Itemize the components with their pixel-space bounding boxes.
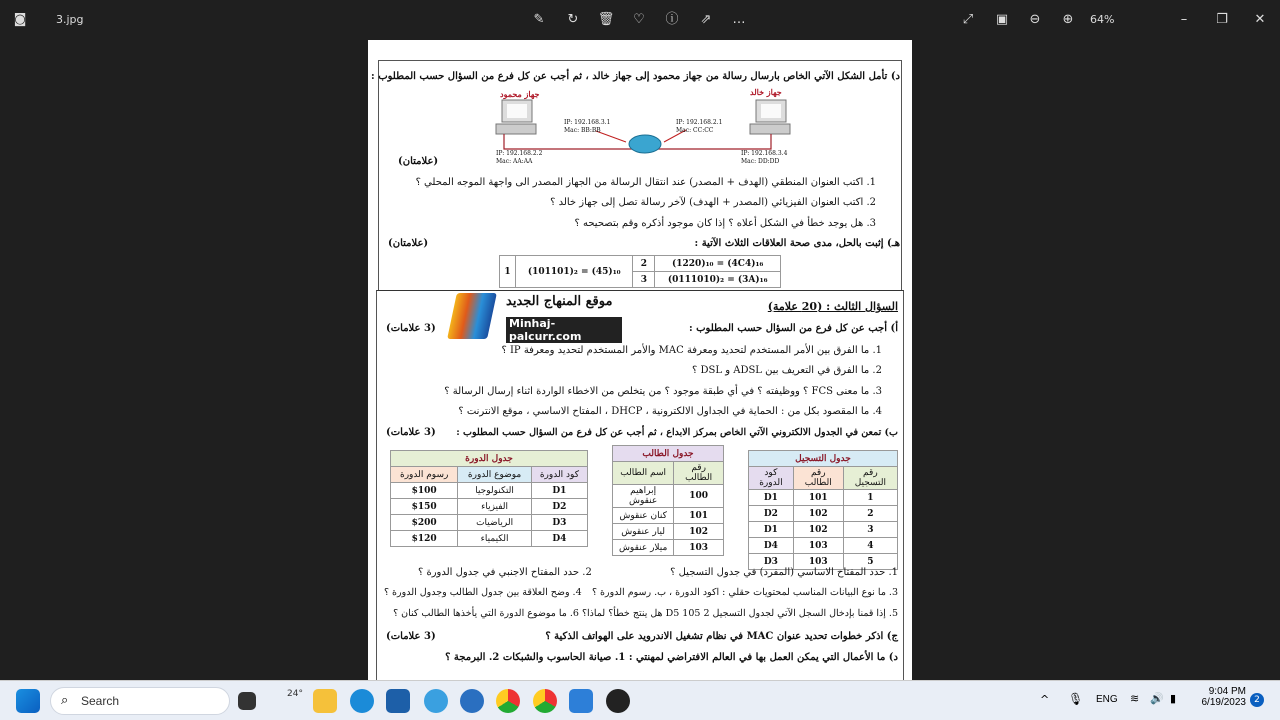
computer-icon — [496, 100, 536, 134]
question-item: 1. حدد المفتاح الاساسي (المفرد) في جدول التسجيل ؟ — [670, 567, 898, 578]
zoom-level[interactable]: 64% — [1090, 13, 1115, 26]
question-item: 3. هل يوجد خطأ في الشكل أعلاه ؟ إذا كان موجود أذكره وقم بتصحيحه ؟ — [574, 218, 876, 229]
trash-icon[interactable]: 🗑 — [597, 12, 615, 27]
volume-icon[interactable]: 🔊 — [1150, 692, 1164, 705]
microphone-icon[interactable]: 🎙 — [1068, 692, 1084, 706]
question-item: 2. حدد المفتاح الاجنبي في جدول الدورة ؟ — [418, 567, 592, 578]
question-c-title: ج) اذكر خطوات تحديد عنوان MAC في نظام تشغيل الاندرويد على الهواتف الذكية ؟ — [545, 631, 898, 642]
section-title: السؤال الثالث : (20 علامة) — [767, 300, 898, 313]
question-item: 5. إذا قمنا بإدخال السجل الآتي لجدول التسجيل 2 105 D5 هل ينتج خطأ؟ لماذا؟ 6. ما موضوع الدورة التي يأخذها الطالب كنان ؟ — [393, 608, 898, 619]
search-icon: ⌕ — [61, 693, 69, 708]
zoom-in-icon[interactable]: ⊕ — [1062, 12, 1074, 27]
question-item: 2. ما الفرق في التعريف بين ADSL و DSL ؟ — [692, 365, 882, 376]
question-d-title: د) تأمل الشكل الآتي الخاص بارسال رسالة من جهاز محمود إلى جهاز خالد ، ثم أجب عن كل فرع من السؤال حسب المطلوب : — [371, 71, 900, 82]
wifi-icon[interactable]: ≋ — [1130, 692, 1140, 705]
file-explorer-icon[interactable] — [313, 689, 337, 713]
student-table: جدول الطالب رقم الطالب اسم الطالب 100 إبراهيم عنقوش 101 كنان عنقوش 102 ليار عنقوش 103 ميلار عنقوش — [612, 445, 724, 556]
photos-icon[interactable] — [569, 689, 593, 713]
obs-icon[interactable] — [606, 689, 630, 713]
zoom-out-icon[interactable]: ⊖ — [1029, 12, 1041, 27]
pc-label-mahmoud: جهاز محمود — [500, 89, 540, 99]
app-icon[interactable] — [460, 689, 484, 713]
clock[interactable]: 9:04 PM 6/19/2023 — [1201, 686, 1246, 708]
question-h-title: هـ) إثبت بالحل، مدى صحة العلاقات الثلاث الآتية : — [694, 238, 900, 249]
marks-label: (علامتان) — [398, 156, 439, 167]
pc-label-khaled: جهاز خالد — [750, 87, 782, 97]
taskbar — [0, 680, 1280, 720]
question-d2-title: د) ما الأعمال التي يمكن العمل بها في العالم الافتراضي لمهنتي : 1. صيانة الحاسوب والشبكات 2. البرمجة ؟ — [445, 652, 898, 663]
router-if1-address: IP: 192.168.3.1 Mac: BB:BB — [564, 119, 611, 134]
tray-chevron-icon[interactable]: ^ — [1040, 693, 1050, 706]
weather-widget[interactable]: 24° — [287, 689, 303, 699]
question-item: 1. اكتب العنوان المنطقي (الهدف + المصدر) عند انتقال الرسالة من الجهاز المصدر الى واجهة الموجه المحلي ؟ — [415, 177, 876, 188]
language-indicator[interactable]: ENG — [1096, 694, 1118, 705]
chrome-profile-icon[interactable] — [533, 689, 557, 713]
notification-badge[interactable]: 2 — [1250, 693, 1264, 707]
title-bar — [0, 0, 1280, 40]
rotate-icon[interactable]: ↻ — [567, 12, 579, 27]
close-button[interactable]: ✕ — [1254, 12, 1266, 27]
maximize-button[interactable]: ❐ — [1216, 12, 1228, 27]
question-a-title: أ) أجب عن كل فرع من السؤال حسب المطلوب : — [688, 323, 898, 334]
question-item: 2. اكتب العنوان الفيزيائي (المصدر + الهدف) لآخر رسالة تصل إلى جهاز خالد ؟ — [550, 197, 876, 208]
mahmoud-address: IP: 192.168.2.2 Mac: AA:AA — [496, 150, 543, 165]
fullscreen-icon[interactable]: ⤢ — [962, 12, 974, 27]
file-name: 3.jpg — [56, 13, 84, 26]
info-icon[interactable]: ⓘ — [665, 12, 679, 27]
registration-table: جدول التسجيل رقم التسجيل رقم الطالب كود الدورة 1 101 D1 2 102 D2 3 102 D1 4 103 D4 5 103 D3 — [748, 450, 898, 570]
marks-label: (3 علامات) — [386, 323, 436, 334]
store-icon[interactable] — [386, 689, 410, 713]
battery-icon[interactable]: ▮ — [1170, 692, 1177, 705]
number-relations-table: 1 (101101)₂ = (45)₁₀ 2 (1220)₁₀ = (4C4)₁₆ 3 (0111010)₂ = (3A)₁₆ — [499, 255, 781, 288]
minimize-button[interactable]: – — [1180, 12, 1188, 27]
chrome-icon[interactable] — [496, 689, 520, 713]
marks-label: (3 علامات) — [386, 631, 436, 642]
site-logo: موقع المنهاج الجديد Minhaj-palcurr.com — [452, 293, 622, 341]
edit-icon[interactable]: ✎ — [533, 12, 545, 27]
photos-app-icon: ◙ — [13, 12, 27, 27]
question-b-title: ب) تمعن في الجدول الالكتروني الآتي الخاص بمركز الابداع ، ثم أجب عن كل فرع من السؤال حسب المطلوب : — [456, 427, 898, 438]
question-item: 4. ما المقصود بكل من : الحماية في الجداول الالكترونية ، DHCP ، المفتاح الاساسي ، موقع الانترنت ؟ — [458, 406, 882, 417]
start-icon[interactable] — [16, 689, 40, 713]
more-button[interactable]: … — [732, 12, 746, 27]
app-icon[interactable] — [424, 689, 448, 713]
router-if2-address: IP: 192.168.2.1 Mac: CC:CC — [676, 119, 723, 134]
course-table: جدول الدورة كود الدورة موضوع الدورة رسوم الدورة D1 التكنولوجيا $100 D2 الفيزياء $150 D3 الرياضيات $200 D4 الكيمياء $120 — [390, 450, 588, 547]
marks-label: (3 علامات) — [386, 427, 436, 438]
question-item: 3. ما معنى FCS ؟ ووظيفته ؟ في أي طبقة موجود ؟ من يتخلص من الاخطاء الواردة اثناء إرسال الرسالة ؟ — [444, 386, 882, 397]
router-icon — [629, 135, 661, 153]
search-label: Search — [81, 694, 120, 708]
marks-label: (علامتان) — [388, 238, 429, 249]
computer-icon — [750, 100, 790, 134]
heart-icon[interactable]: ♡ — [633, 12, 645, 27]
question-item: 1. ما الفرق بين الأمر المستخدم لتحديد ومعرفة MAC والأمر المستخدم لتحديد ومعرفة IP ؟ — [501, 345, 882, 356]
task-view-icon[interactable] — [238, 692, 256, 710]
question-item: 3. ما نوع البيانات المناسب لمحتويات حقلي : اكود الدورة ، ب. رسوم الدورة ؟ — [591, 587, 898, 598]
fit-icon[interactable]: ▣ — [995, 12, 1009, 27]
question-item: 4. وضح العلاقة بين جدول الطالب وجدول الدورة ؟ — [384, 587, 582, 598]
document-page — [368, 40, 912, 680]
search-box[interactable] — [50, 687, 230, 715]
share-icon[interactable]: ⇗ — [700, 12, 712, 27]
edge-icon[interactable] — [350, 689, 374, 713]
khaled-address: IP: 192.168.3.4 Mac: DD:DD — [741, 150, 788, 165]
